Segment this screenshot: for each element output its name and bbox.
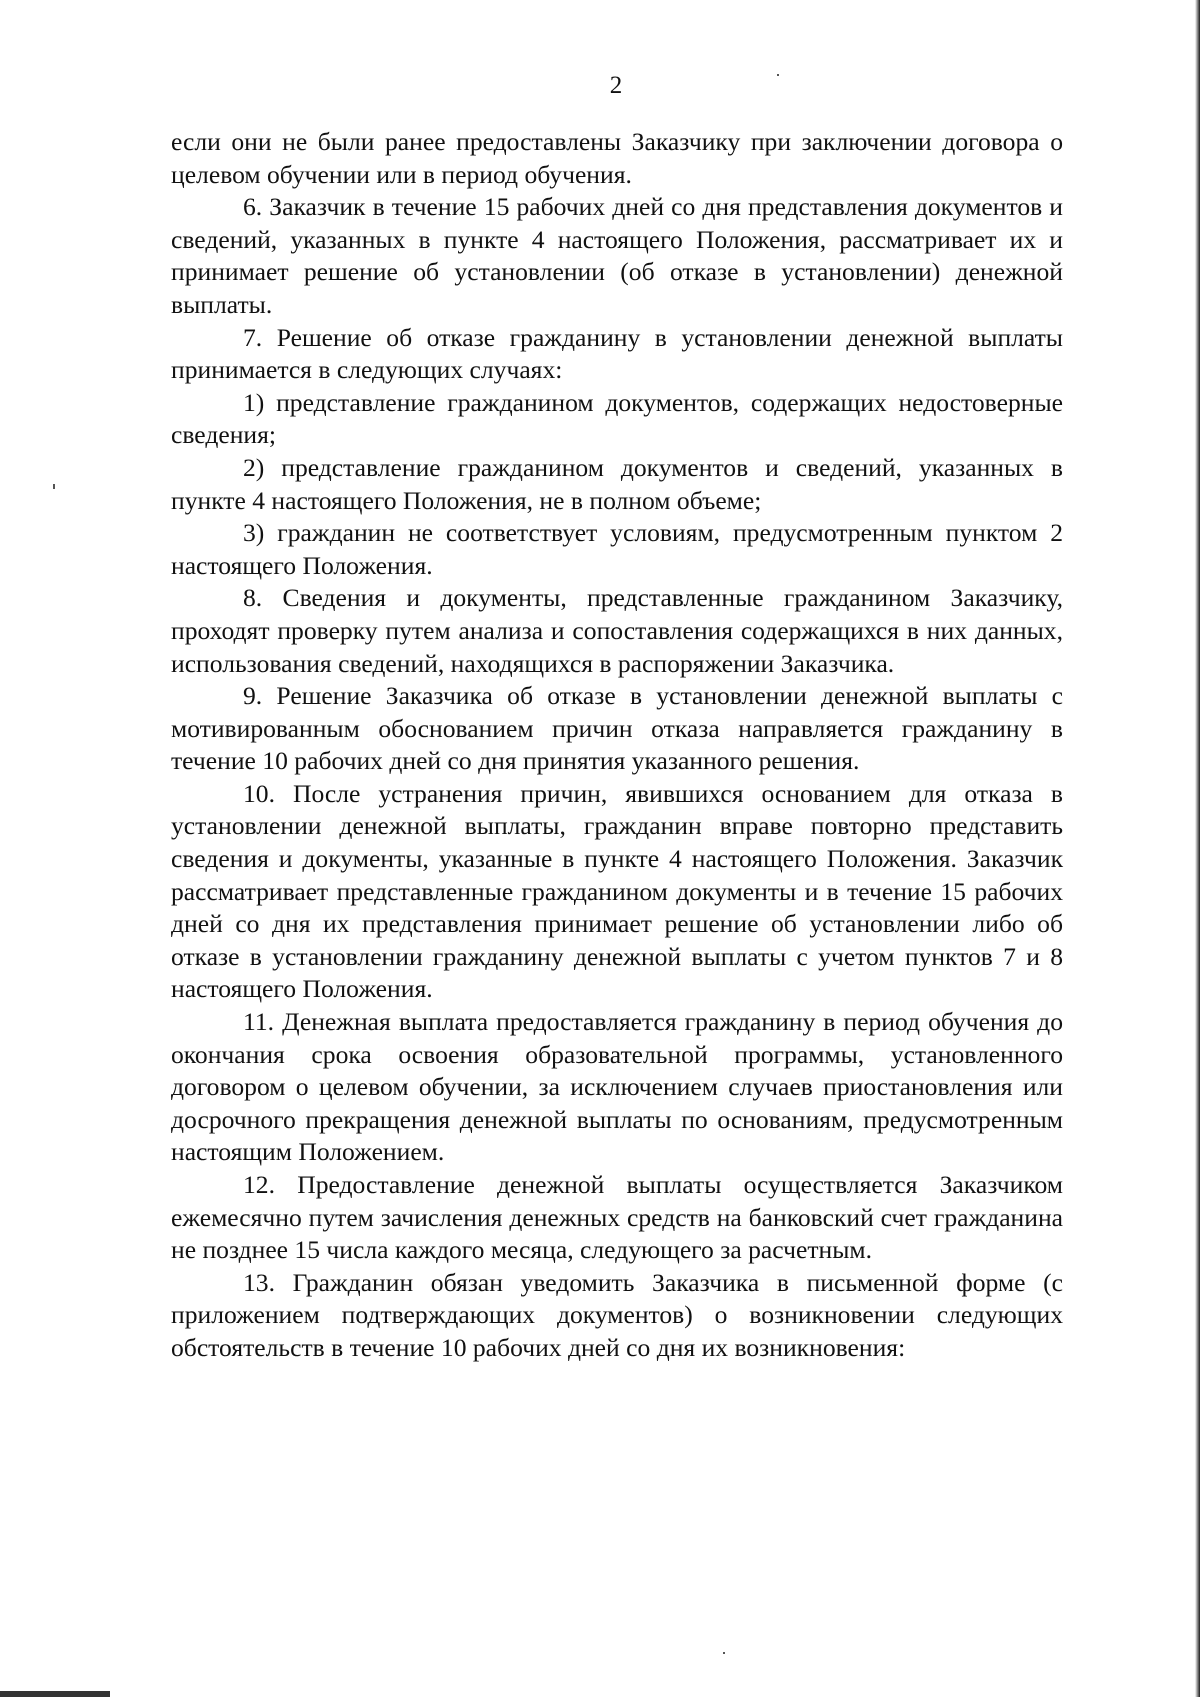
paragraph-continuation: если они не были ранее предоставлены Заказчику при заключении договора о целевом обучении или в период обучения. bbox=[171, 127, 1063, 189]
paragraph-10: 10. После устранения причин, явившихся основанием для отказа в установлении денежной выплаты, гражданин вправе повторно представить сведения и документы, указанные в пункте 4 настоящего Положения. Заказчик рассматривает представленные гражданином документы и в течение 15 рабочих дней со дня их представления принимает решение об установлении либо об отказе в установлении гражданину денежной выплаты с учетом пунктов 7 и 8 настоящего Положения. bbox=[171, 778, 1063, 1004]
scan-speck-top bbox=[777, 74, 779, 76]
scan-speck-left bbox=[53, 484, 55, 489]
scan-bottom-strip bbox=[0, 1691, 110, 1697]
document-body bbox=[171, 126, 1063, 1365]
paragraph-6: 6. Заказчик в течение 15 рабочих дней со дня представления документов и сведений, указанных в пункте 4 настоящего Положения, рассматривает их и принимает решение об установлении (об отказе в установлении) денежной выплаты. bbox=[171, 192, 1063, 319]
paragraph-8: 8. Сведения и документы, представленные гражданином Заказчику, проходят проверку путем анализа и сопоставления содержащихся в них данных, использования сведений, находящихся в распоряжении Заказчика. bbox=[171, 583, 1063, 678]
scan-right-edge bbox=[1195, 0, 1200, 1697]
paragraph-9: 9. Решение Заказчика об отказе в установлении денежной выплаты с мотивированным обоснованием причин отказа направляется гражданину в течение 10 рабочих дней со дня принятия указанного решения. bbox=[171, 681, 1063, 776]
paragraph-13: 13. Гражданин обязан уведомить Заказчика в письменной форме (с приложением подтверждающих документов) о возникновении следующих обстоятельств в течение 10 рабочих дней со дня их возникновения: bbox=[171, 1267, 1063, 1362]
paragraph-11: 11. Денежная выплата предоставляется гражданину в период обучения до окончания срока освоения образовательной программы, установленного договором о целевом обучении, за исключением случаев приостановления или досрочного прекращения денежной выплаты по основаниям, предусмотренным настоящим Положением. bbox=[171, 1007, 1063, 1167]
paragraph-7-item-1: 1) представление гражданином документов, содержащих недостоверные сведения; bbox=[171, 387, 1063, 450]
paragraph-7-item-3: 3) гражданин не соответствует условиям, предусмотренным пунктом 2 настоящего Положения. bbox=[171, 518, 1063, 580]
paragraph-7-item-2: 2) представление гражданином документов и сведений, указанных в пункте 4 настоящего Положения, не в полном объеме; bbox=[171, 452, 1063, 515]
scan-speck-bottom bbox=[723, 1652, 725, 1654]
paragraph-7: 7. Решение об отказе гражданину в установлении денежной выплаты принимается в следующих случаях: bbox=[171, 322, 1063, 385]
page-number: 2 bbox=[609, 72, 623, 99]
paragraph-12: 12. Предоставление денежной выплаты осуществляется Заказчиком ежемесячно путем зачисления денежных средств на банковский счет гражданина не позднее 15 числа каждого месяца, следующего за расчетным. bbox=[171, 1170, 1063, 1265]
